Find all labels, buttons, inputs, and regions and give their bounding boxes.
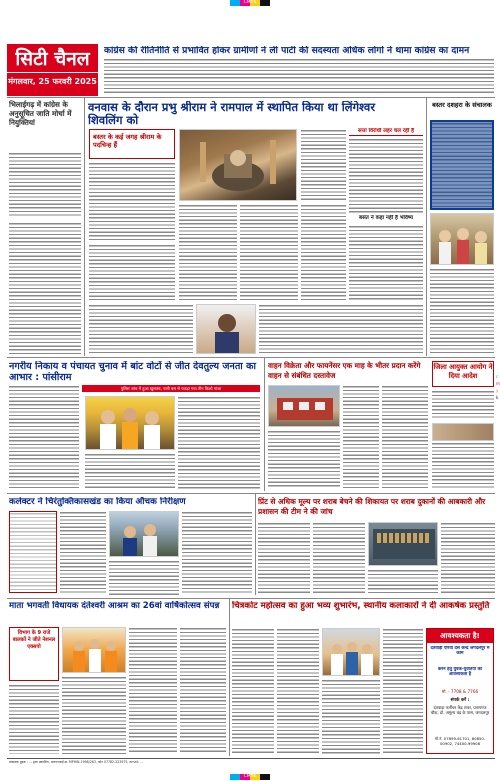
- row3-right-body-b: [313, 522, 365, 595]
- row4-left-box: विभाग के 9 राजे बालकों ने जीते नेशनल एक्सपो: [9, 627, 59, 681]
- right-body: [430, 268, 494, 354]
- row4-right-headline: चित्रकोट महोत्सव का हुआ भव्य शुभारंभ, स्थानीय कलाकारों ने दी आकर्षक प्रस्तुति: [232, 601, 490, 611]
- row4-left-body-d: [180, 627, 226, 754]
- row2-right-body-2: [432, 442, 494, 489]
- mid-right-col: [301, 129, 346, 200]
- row3-left-body-a: [60, 511, 106, 595]
- side-mark-c: c: [496, 374, 499, 379]
- side-mark-k: k: [496, 395, 499, 400]
- row2-mid2-body-c: [382, 385, 428, 489]
- row2-right-box: जिला आयुक्त आयोग ने दिया आदेश: [432, 361, 494, 387]
- sidebar-b-headline: बसंत ने कहा नहीं है भविष्य: [359, 215, 413, 221]
- main-bottom-1: [89, 304, 193, 354]
- row4-right-photo: [322, 628, 380, 676]
- row4-right-body-b: [277, 628, 319, 754]
- row4-right-body-d: [383, 628, 423, 754]
- advert-contact: संपर्क करें :: [450, 698, 470, 703]
- row4-left-body-c: [129, 627, 177, 754]
- advert-phone: मो.नं. 07899-61701, 80850-00902, 74400-99908: [434, 736, 486, 746]
- main-body-col1b: [89, 244, 175, 300]
- cmyk-badge-top: CMYK: [230, 0, 270, 6]
- main-bottom-photo: [196, 304, 256, 354]
- row2-mid2-body-a: [343, 385, 379, 489]
- row3-left-body-c: [109, 560, 179, 595]
- main-sub-badge: बस्तर के कई जगह श्रीराम के पदचिन्ह हैं: [89, 129, 175, 159]
- row4-left-body-a: [9, 684, 59, 754]
- advert-line3: मो. - 7708 & 7766: [441, 689, 479, 694]
- row2-left-headline: नगरीय निकाय व पंचायत चुनाव में बांट वोटों से जीत देवतुल्य जनता का आभार : पांसीराम: [9, 361, 256, 383]
- sidebar-a-headline: सत्ता विरोधी लहर चल रही है: [349, 128, 423, 136]
- main-body-col2: [179, 204, 237, 300]
- footer-text: प्रकाशक मुद्रक : ... द्वारा प्रकाशित, आरएनआई क्र. MPHIN-1998/263, फोन 07782-223975, email: ...: [9, 760, 144, 764]
- advert-line1: दंतेवाड़ी एरिया दस केन्द्र जगदलपुर में काम: [430, 646, 490, 657]
- row3-right-body-d: [368, 569, 438, 595]
- row3-right-headline: प्रिंट से अधिक मूल्य पर शराब बेचने की शिकायत पर शराब दुकानों की आबकारी और प्रशासन की टीम ने की जांच: [258, 497, 486, 516]
- main-photo: [179, 129, 297, 201]
- side-mark-y: y: [496, 388, 499, 393]
- row3-left-body-b: [182, 511, 252, 595]
- row4-left-photo: [62, 627, 126, 673]
- masthead-title: सिटी चैनल: [15, 48, 90, 70]
- row4-right-body-a: [232, 628, 274, 754]
- row3-left-box: [9, 511, 57, 593]
- advert-line2: करने हेतु युवक-युवतियों की आवश्यकता है: [437, 667, 483, 678]
- mid-right-col-2: [301, 204, 346, 300]
- right-headline: बस्तर दशहरा के संचालक: [432, 101, 492, 109]
- right-blue-box: [430, 120, 494, 210]
- row2-left-body-2: [85, 453, 175, 489]
- row3-right-body-a: [258, 522, 310, 595]
- main-body-col3: [240, 204, 298, 300]
- side-mark-m: m: [496, 381, 500, 386]
- left-col-headline: भिलाईगढ़ में कांग्रेस के अनुसूचित जाति मोर्चा में नियुक्तियां: [9, 100, 72, 127]
- masthead: [7, 44, 98, 96]
- left-col-body-2: [9, 222, 81, 354]
- row2-photo: [85, 396, 175, 450]
- main-body-col1: [89, 162, 175, 240]
- advert-title: आवश्यकता है!: [427, 629, 493, 643]
- top-story-headline: कांग्रेस की रीतिनीति से प्रभावित होकर ग्रामीणों ने ली पार्टी की सदस्यता अधिक लोगों ने थामा कांग्रेस का दामन: [104, 46, 470, 56]
- row3-right-body-c: [441, 522, 495, 595]
- row2-mid-body: [178, 396, 260, 489]
- row2-right-photo: [432, 423, 494, 441]
- row2-mid2-photo: [268, 385, 340, 427]
- footer-line: [7, 758, 495, 759]
- masthead-date: मंगलवार, 25 फरवरी 2025: [7, 72, 98, 91]
- right-photo: [430, 213, 494, 265]
- row2-mid2-body-b: [268, 430, 340, 489]
- row4-left-headline: माता भगवती विधायक दंतेश्वरी आश्रम का 26वां वार्षिकोत्सव संपन्न: [9, 601, 220, 611]
- sidebar-a-body: [349, 138, 423, 214]
- left-col-body: [9, 152, 81, 218]
- row3-left-headline: कलेक्टर ने चिरंतुक्तिकासखंड का किया औचक निरीक्षण: [9, 497, 186, 507]
- main-bottom-2: [259, 304, 423, 354]
- row2-mid-red: पुलिस जांच में हुआ खुलासा, यात्री बस से पकड़ा गया तीन किलो गांजा: [82, 385, 260, 392]
- cmyk-badge-bottom: CMYK: [230, 774, 270, 780]
- row3-right-photo: [368, 522, 438, 566]
- top-story-body: [104, 58, 494, 94]
- row3-photo: [109, 511, 179, 557]
- advert-address: दंतवाड़ा फर्नीचर केंद्र टावर, प्रतापगंज चौक, डॉ. अमूल्य चंद्र के पास, जगदलपुर: [430, 705, 490, 715]
- row4-left-body-b: [62, 676, 126, 754]
- row2-right-body: [432, 390, 494, 420]
- sidebar-b-body: [349, 225, 423, 300]
- row2-left-body: [9, 385, 79, 489]
- main-headline: वनवास के दौरान प्रभु श्रीराम ने रामपाल में स्थापित किया था लिंगेश्वर शिवलिंग को: [88, 101, 376, 127]
- row2-mid2-headline: वाहन विक्रेता और फायनेंसर एक माह के भीतर प्रदान करेंगे वाहन से संबंधित दस्तावेज: [268, 361, 421, 380]
- row4-right-body-c: [322, 679, 380, 754]
